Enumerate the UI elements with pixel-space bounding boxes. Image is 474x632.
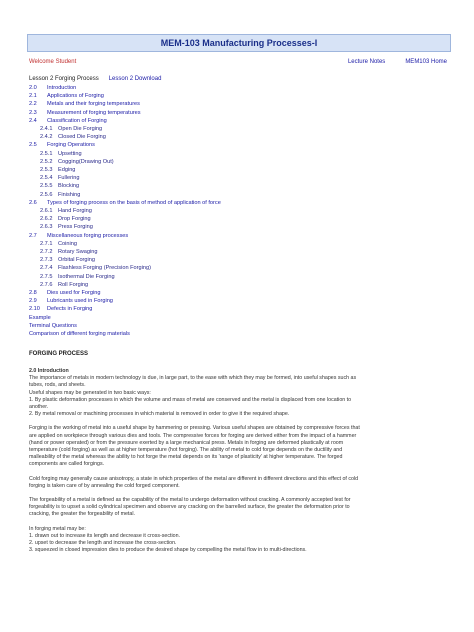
toc-item[interactable] — [29, 174, 449, 182]
toc-item[interactable] — [29, 297, 449, 305]
toc-item-label: Coining — [58, 240, 77, 247]
top-bar — [29, 59, 447, 69]
toc-item-number: 2.7.5 — [40, 273, 53, 280]
toc-item-label: Closed Die Forging — [58, 134, 106, 141]
paragraph-forgeability — [29, 497, 449, 519]
toc-item-label: Drop Forging — [58, 216, 91, 223]
text-line: (hand or power operated) or from the pressure exerted by a large mechanical press. Metals in forging are deformed plastically at room — [29, 439, 344, 446]
text-line: 2. upset to decrease the length and increase the cross-section. — [29, 540, 177, 547]
toc-item-label: Open Die Forging — [58, 126, 103, 133]
toc-item-number: 2.5.5 — [40, 183, 53, 190]
toc-item-label: Press Forging — [58, 224, 93, 231]
toc-item-number: 2.1 — [29, 93, 37, 100]
toc-item-number: 2.4.1 — [40, 126, 53, 133]
toc-item[interactable] — [29, 141, 449, 149]
lecture-notes-link[interactable]: Lecture Notes — [347, 59, 386, 65]
toc-item-label: Dies used for Forging — [47, 290, 101, 297]
toc-item[interactable] — [29, 264, 449, 272]
toc-item-label: Classification of Forging — [47, 117, 107, 124]
intro-subheading: 2.0 Introduction — [29, 368, 69, 374]
toc-item[interactable] — [29, 215, 449, 223]
toc-item[interactable] — [29, 281, 449, 289]
toc-item-label: Fullering — [58, 175, 80, 182]
lesson-header — [29, 76, 161, 82]
toc-item-label: Example — [29, 314, 51, 321]
text-line: The forgeability of a metal is defined as the capability of the metal to undergo deformation without cracking. A commonly accepted test for — [29, 497, 351, 504]
paragraph-forging-methods — [29, 526, 449, 555]
content-body — [29, 368, 449, 554]
toc-item-number: 2.5.1 — [40, 150, 53, 157]
toc-item-label: Applications of Forging — [47, 93, 104, 100]
toc-item-number: 2.7 — [29, 232, 37, 239]
toc-item-number: 2.6.2 — [40, 216, 53, 223]
text-line: are applied on workpiece through various dies and tools. The compressive forces for forging are derived either from the impact of a hammer — [29, 432, 357, 439]
toc-item[interactable] — [29, 223, 449, 231]
text-line: 3. squeezed in closed impression dies to produce the desired shape by compelling the metal flow in to multi-directions. — [29, 547, 307, 554]
toc-item[interactable] — [29, 248, 449, 256]
toc-item[interactable] — [29, 273, 449, 281]
toc-item[interactable] — [29, 199, 449, 207]
text-line: cracking, the greater the forgeability of metal. — [29, 511, 135, 518]
toc-item-label: Cogging(Drawing Out) — [58, 158, 114, 165]
toc-item[interactable] — [29, 256, 449, 264]
toc-item-label: Flashless Forging (Precision Forging) — [58, 265, 151, 272]
text-line: 2. By metal removal or machining processes in which material is removed in order to give it the required shape. — [29, 411, 290, 418]
toc-item-number: 2.4 — [29, 117, 37, 124]
page-title: MEM-103 Manufacturing Processes-I — [160, 38, 318, 48]
toc-item[interactable] — [29, 125, 449, 133]
toc-item-number: 2.10 — [29, 306, 40, 313]
text-line: malleability of the metal whereas the ability to hot forge the metal depends on its 'range of plasticity' at higher temperature. The forged — [29, 454, 343, 461]
toc-item-number: 2.4.2 — [40, 134, 53, 141]
toc-item-label: Defects in Forging — [47, 306, 93, 313]
toc-item-label: Lubricants used in Forging — [47, 298, 113, 305]
toc-item[interactable] — [29, 84, 449, 92]
toc-item[interactable] — [29, 100, 449, 108]
toc-item-label: Finishing — [58, 191, 81, 198]
section-heading: FORGING PROCESS — [29, 351, 89, 357]
toc-item-number: 2.8 — [29, 290, 37, 297]
text-line: Cold forging may generally cause anisotropy, a state in which properties of the metal are different in different directions and this effect of cold — [29, 475, 359, 482]
table-of-contents — [29, 84, 449, 338]
text-line: temperature (cold forging) as well as at higher temperature (hot forging). The ability of metal to cold forge depends on the ductility and — [29, 447, 343, 454]
toc-item-number: 2.7.4 — [40, 265, 53, 272]
lesson-title: Lesson 2 Forging Process — [29, 76, 99, 82]
text-line: tubes, rods, and sheets. — [29, 382, 86, 389]
text-line: forging is taken care of by annealing the cold forged component. — [29, 482, 180, 489]
paragraph-forging-definition — [29, 425, 449, 468]
toc-item-label: Edging — [58, 167, 76, 174]
toc-item-label: Upsetting — [58, 150, 82, 157]
toc-item[interactable] — [29, 92, 449, 100]
toc-item-number: 2.6.3 — [40, 224, 53, 231]
toc-item-number: 2.5.4 — [40, 175, 53, 182]
toc-item[interactable] — [29, 182, 449, 190]
toc-item-number: 2.5.3 — [40, 167, 53, 174]
toc-item[interactable] — [29, 117, 449, 125]
toc-item-label: Hand Forging — [58, 208, 92, 215]
toc-item-label: Isothermal Die Forging — [58, 273, 115, 280]
toc-item[interactable] — [29, 191, 449, 199]
toc-item-number: 2.2 — [29, 101, 37, 108]
text-line: 1. drawn out to increase its length and decrease it cross-section. — [29, 532, 181, 539]
toc-item-label: Measurement of forging temperatures — [47, 109, 141, 116]
toc-item-number: 2.5.6 — [40, 191, 53, 198]
toc-item[interactable] — [29, 207, 449, 215]
toc-item-label: Types of forging process on the basis of method of application of force — [47, 199, 221, 206]
toc-item-number: 2.5 — [29, 142, 37, 149]
toc-item[interactable] — [29, 109, 449, 117]
text-line: 1. By plastic deformation processes in which the volume and mass of metal are conserved and the metal is displaced from one location to — [29, 396, 352, 403]
top-links — [348, 59, 447, 65]
mem103-home-link[interactable]: MEM103 Home — [405, 59, 447, 65]
toc-item-number: 2.5.2 — [40, 158, 53, 165]
toc-item[interactable] — [29, 240, 449, 248]
toc-item[interactable] — [29, 314, 449, 322]
toc-item-number: 2.7.6 — [40, 281, 53, 288]
toc-item[interactable] — [29, 133, 449, 141]
toc-item-number: 2.0 — [29, 85, 37, 91]
toc-item[interactable] — [29, 232, 449, 240]
toc-item[interactable] — [29, 158, 449, 166]
toc-item-number: 2.7.1 — [40, 240, 53, 247]
toc-item-number: 2.6.1 — [40, 208, 53, 215]
toc-item[interactable] — [29, 289, 449, 297]
toc-item-number: 2.9 — [29, 298, 37, 305]
toc-item-number: 2.3 — [29, 109, 37, 116]
lesson-download-link[interactable]: Lesson 2 Download — [108, 76, 162, 82]
toc-item[interactable] — [29, 330, 449, 338]
paragraph-intro — [29, 375, 449, 418]
text-line: forgeability is to upset a solid cylindrical specimen and observe any cracking on the barrelled surface, the greater the deformation prior to — [29, 504, 350, 511]
text-line: Useful shapes may be generated in two basic ways: — [29, 389, 151, 396]
toc-item[interactable] — [29, 305, 449, 313]
toc-item-label: Miscellaneous forging processes — [47, 232, 129, 239]
toc-item-label: Comparison of different forging materials — [29, 331, 130, 338]
toc-item[interactable] — [29, 322, 449, 330]
welcome-text: Welcome Student — [29, 59, 77, 65]
toc-item-label: Roll Forging — [58, 281, 89, 288]
text-line: Forging is the working of metal into a useful shape by hammering or pressing. Various useful shapes are obtained by compressive forces that — [29, 425, 360, 432]
paragraph-cold-forging — [29, 476, 449, 490]
text-line: In forging metal may be: — [29, 525, 86, 532]
text-line: The importance of metals in modern technology is due, in large part, to the ease with which they may be formed, into useful shapes such as — [29, 375, 357, 382]
toc-item-label: Blocking — [58, 183, 80, 190]
page-title-banner — [27, 34, 451, 52]
toc-item-number: 2.7.3 — [40, 257, 53, 264]
text-line: another. — [29, 404, 49, 411]
toc-item[interactable] — [29, 166, 449, 174]
toc-item-label: Rotary Swaging — [58, 249, 98, 256]
toc-item[interactable] — [29, 150, 449, 158]
toc-item-number: 2.6 — [29, 199, 37, 206]
toc-item-label: Metals and their forging temperatures — [47, 101, 140, 108]
toc-item-label: Forging Operations — [47, 142, 95, 149]
text-line: components are called forgings. — [29, 461, 105, 468]
toc-item-label: Orbital Forging — [58, 257, 95, 264]
toc-item-number: 2.7.2 — [40, 249, 53, 256]
toc-item-label: Introduction — [47, 85, 77, 91]
toc-item-label: Terminal Questions — [29, 322, 77, 329]
